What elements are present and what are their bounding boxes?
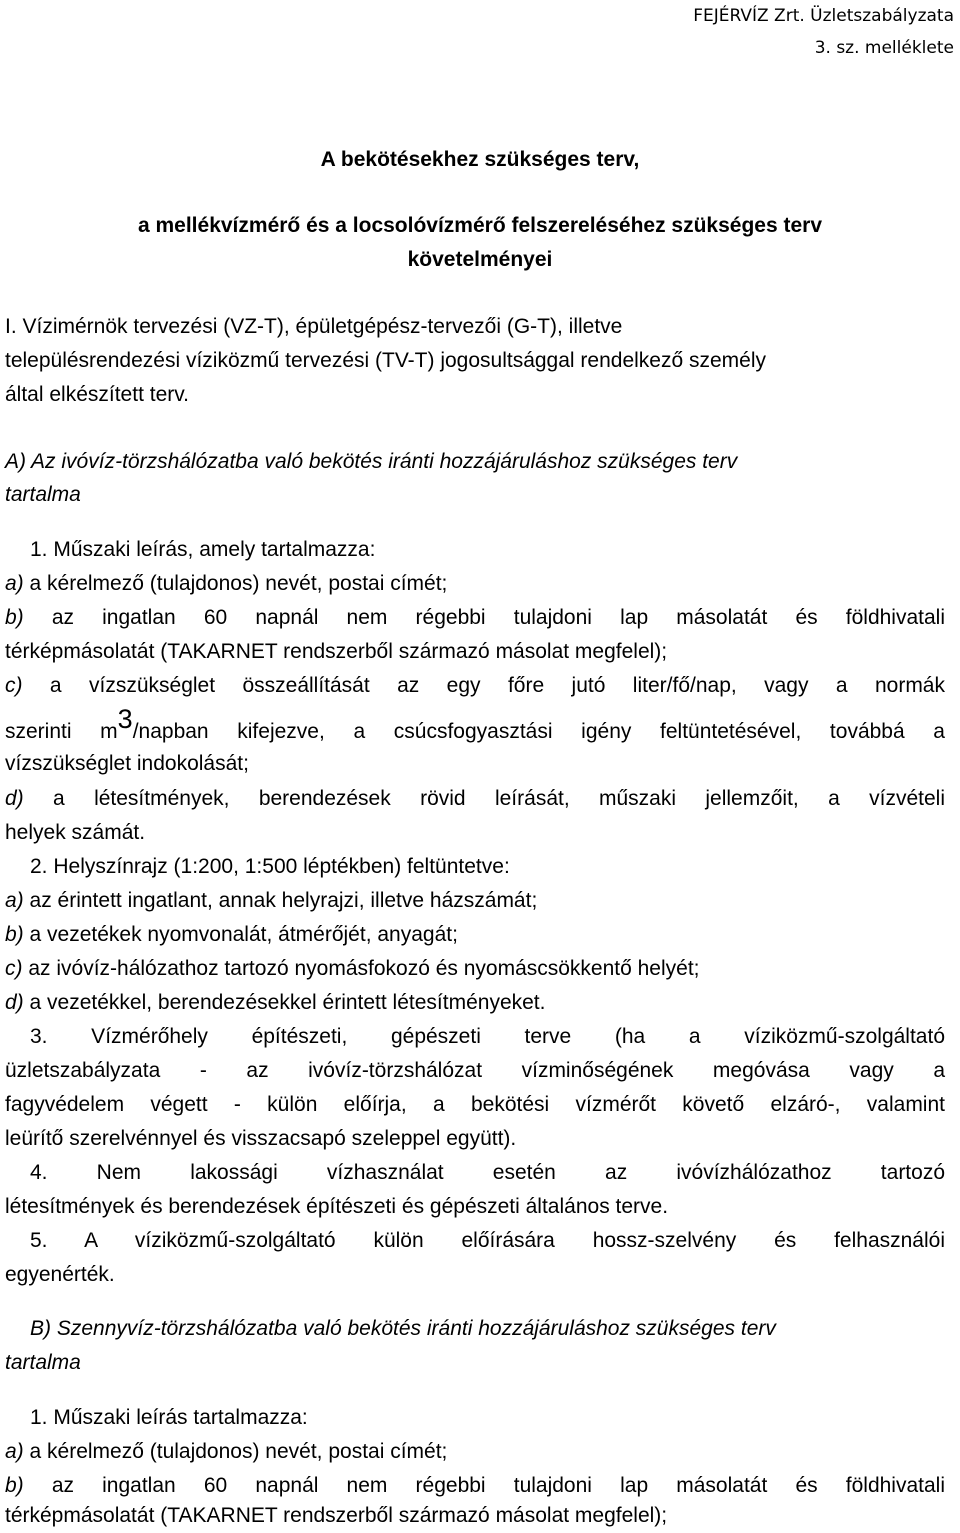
header-line-1: FEJÉRVÍZ Zrt. Üzletszabályzata xyxy=(693,6,954,26)
section-b-item-1b-line-1: b) az ingatlan 60 napnál nem régebbi tulajdoni lap másolatát és földhivatali xyxy=(5,1474,945,1497)
section-a-item-4-line-2: létesítmények és berendezések építészeti és gépészeti általános terve. xyxy=(5,1195,669,1218)
title-line-3: követelményei xyxy=(407,248,553,271)
section-b-heading-1: B) Szennyvíz-törzshálózatba való bekötés iránti hozzájáruláshoz szükséges terv xyxy=(30,1317,776,1340)
section-a-item-2b: b) a vezetékek nyomvonalát, átmérőjét, anyagát; xyxy=(5,923,458,946)
section-a-item-2d: d) a vezetékkel, berendezésekkel érintett létesítményeket. xyxy=(5,991,546,1014)
section-b-item-1: 1. Műszaki leírás tartalmazza: xyxy=(30,1406,308,1429)
section-a-item-3-line-2: üzletszabályzata - az ivóvíz-törzshálózat vízminőségének megóvása vagy a xyxy=(5,1059,945,1082)
title-line-1: A bekötésekhez szükséges terv, xyxy=(320,148,640,171)
section-a-item-1: 1. Műszaki leírás, amely tartalmazza: xyxy=(30,538,376,561)
header-line-2: 3. sz. melléklete xyxy=(814,38,954,58)
section-b-heading-2: tartalma xyxy=(5,1351,81,1374)
section-b-item-1b-line-2: térképmásolatát (TAKARNET rendszerből származó másolat megfelel); xyxy=(5,1504,668,1527)
section-a-item-1a: a) a kérelmező (tulajdonos) nevét, postai címét; xyxy=(5,572,448,595)
page-header xyxy=(693,0,954,64)
section-a-item-1c-line-1: c) a vízszükséglet összeállítását az egy főre jutó liter/fő/nap, vagy a normák xyxy=(5,674,945,697)
section-b-item-1a: a) a kérelmező (tulajdonos) nevét, postai címét; xyxy=(5,1440,448,1463)
section-a-item-1c-line-3: vízszükséglet indokolását; xyxy=(5,752,249,775)
title-line-2: a mellékvízmérő és a locsolóvízmérő felszereléséhez szükséges terv xyxy=(137,214,823,237)
intro-line-1: I. Vízimérnök tervezési (VZ-T), épületgépész-tervezői (G-T), illetve xyxy=(5,315,623,338)
section-a-item-1b-line-1: b) az ingatlan 60 napnál nem régebbi tulajdoni lap másolatát és földhivatali xyxy=(5,606,945,629)
section-a-item-3-line-1: 3. Vízmérőhely építészeti, gépészeti terve (ha a víziközmű-szolgáltató xyxy=(30,1025,945,1048)
section-a-heading-2: tartalma xyxy=(5,483,81,506)
section-a-item-1d-line-2: helyek számát. xyxy=(5,821,146,844)
intro-line-3: által elkészített terv. xyxy=(5,383,190,406)
section-a-item-1b-line-2: térképmásolatát (TAKARNET rendszerből származó másolat megfelel); xyxy=(5,640,668,663)
section-a-item-5-line-1: 5. A víziközmű-szolgáltató külön előírására hossz-szelvény és felhasználói xyxy=(30,1229,945,1252)
section-a-item-3-line-4: leürítő szerelvénnyel és visszacsapó szeleppel együtt). xyxy=(5,1127,517,1150)
section-a-item-1d-line-1: d) a létesítmények, berendezések rövid leírását, műszaki jellemzőit, a vízvételi xyxy=(5,787,945,810)
section-a-item-5-line-2: egyenérték. xyxy=(5,1263,115,1286)
section-a-item-2c: c) az ivóvíz-hálózathoz tartozó nyomásfokozó és nyomáscsökkentő helyét; xyxy=(5,957,700,980)
section-a-item-3-line-3: fagyvédelem végett - külön előírja, a bekötési vízmérőt követő elzáró-, valamint xyxy=(5,1093,945,1116)
section-a-item-4-line-1: 4. Nem lakossági vízhasználat esetén az ivóvízhálózathoz tartozó xyxy=(30,1161,945,1184)
section-a-item-2: 2. Helyszínrajz (1:200, 1:500 léptékben) feltüntetve: xyxy=(30,855,510,878)
intro-line-2: településrendezési víziközmű tervezési (TV-T) jogosultsággal rendelkező személy xyxy=(5,349,767,372)
superscript-3: 3 xyxy=(117,704,133,734)
section-a-heading-1: A) Az ivóvíz-törzshálózatba való bekötés iránti hozzájáruláshoz szükséges terv xyxy=(5,450,738,473)
section-a-item-2a: a) az érintett ingatlant, annak helyrajzi, illetve házszámát; xyxy=(5,889,538,912)
section-a-item-1c-line-2: szerinti m3/napban kifejezve, a csúcsfogyasztási igény feltüntetésével, továbbá a xyxy=(5,704,945,743)
